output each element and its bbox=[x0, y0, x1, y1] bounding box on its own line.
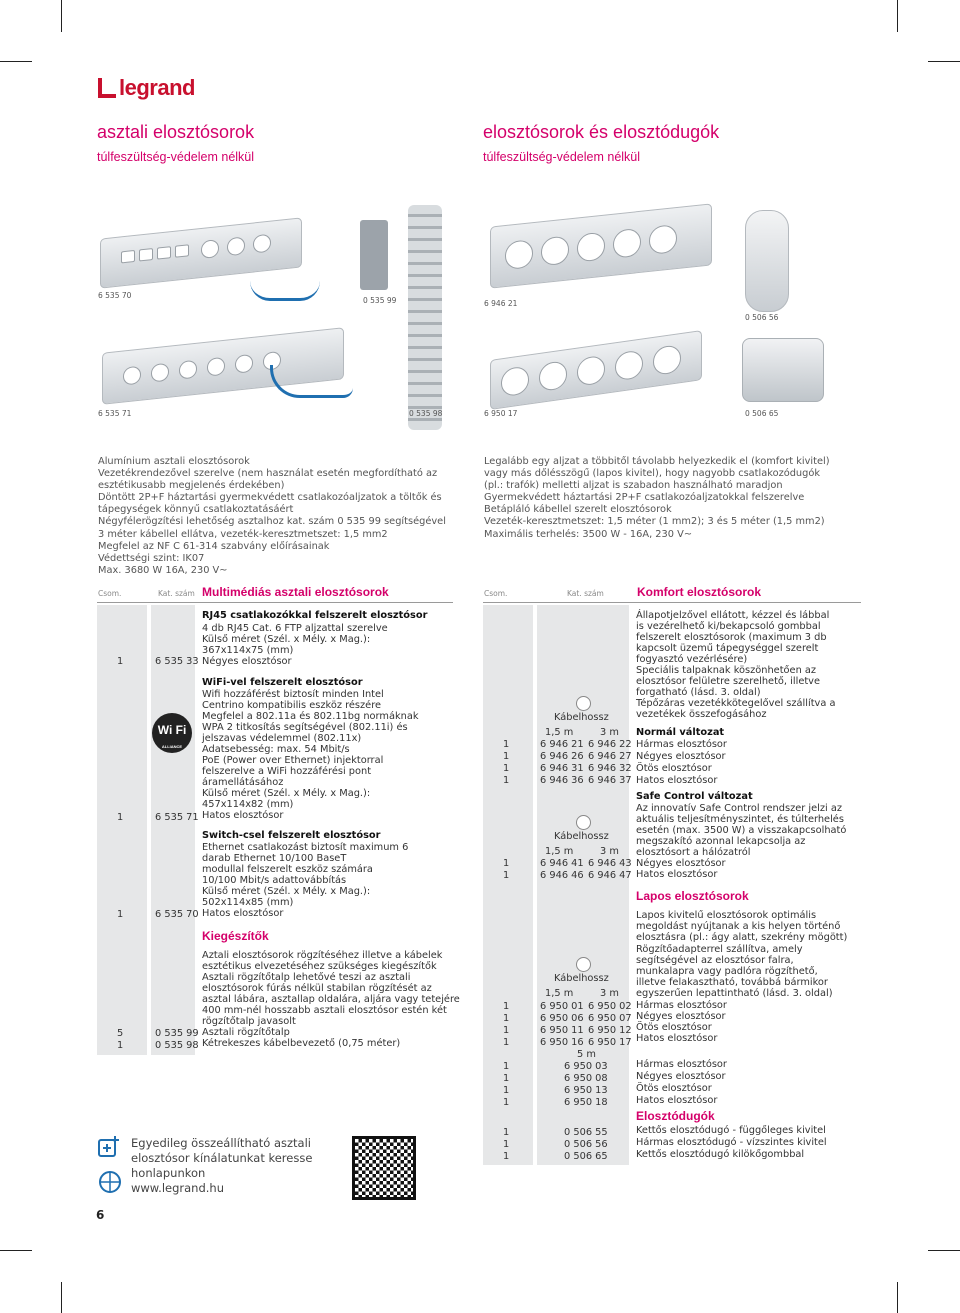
row-qty: 1 bbox=[503, 1013, 510, 1024]
cable-length-label: Kábelhossz bbox=[554, 973, 609, 984]
cable-length-label: Kábelhossz bbox=[554, 831, 609, 842]
normal-title: Normál változat bbox=[636, 727, 725, 738]
web-icon bbox=[97, 1169, 123, 1195]
crop-mark bbox=[61, 0, 62, 32]
plug-title: Elosztódugók bbox=[636, 1109, 715, 1123]
row-cat: 6 950 07 bbox=[588, 1013, 632, 1024]
accessories-title: Kiegészítők bbox=[202, 929, 269, 943]
power-strip-image bbox=[490, 330, 702, 410]
row-cat: 6 950 06 bbox=[540, 1013, 584, 1024]
row-cat: 6 946 47 bbox=[588, 870, 632, 881]
accessories-text: Aztali elosztósorok rögzítéséhez illetve a kábelek esztétikus elvezetéséhez szükséges kiegészítők Asztali rögzítőtalp lehetővé teszi az asztali elosztósorok fúrás nélkül stabilan rögzítését az asztal lábára, asztallap oldalára, aljára vagy tetejére 400 mm-nél hosszabb asztali elosztósor estén két rögzítőtalp javasolt Asztali rögzítőtalp Kétrekeszes kábelbevezető (0,75 méter) bbox=[202, 950, 460, 1049]
brand-name: legrand bbox=[119, 75, 195, 100]
switch-text: Ethernet csatlakozást biztosít maximum 6 darab Ethernet 10/100 BaseT modullal felszerelt eszköz számára 10/100 Mbit/s adattovábbítás Külső méret (Szél. x Mély. x Mag.): 502x114x85 (mm) Hatos elosztósor bbox=[202, 842, 409, 919]
cable-length-icon bbox=[576, 815, 591, 830]
product-code: 6 535 70 bbox=[98, 291, 132, 300]
row-qty: 1 bbox=[503, 1085, 510, 1096]
row-cat: 6 950 11 bbox=[540, 1025, 584, 1036]
qty-column bbox=[97, 605, 147, 1055]
left-subtitle: túlfeszültség-védelem nélkül bbox=[97, 150, 255, 164]
product-code: 0 535 99 bbox=[363, 296, 397, 305]
row-qty: 1 bbox=[117, 812, 124, 823]
table-clamp-image bbox=[360, 220, 388, 290]
cable-length-label: Kábelhossz bbox=[554, 712, 609, 723]
wifi-title: WiFi-vel felszerelt elosztósor bbox=[202, 677, 363, 688]
plug-adapter-image bbox=[745, 210, 789, 312]
row-qty: 1 bbox=[117, 909, 124, 920]
row-qty: 1 bbox=[503, 858, 510, 869]
row-cat: 6 535 70 bbox=[155, 909, 199, 920]
comfort-intro: Állapotjelzővel ellátott, kézzel és lábbal is vezérelhető ki/bekapcsoló gombbal felszerelt elosztósorok (maximum 3 db kapcsolt üzemű tápegységgel szerelt fogyasztó vezérlésére) Speciális talpaknak köszönhetően az elosztósor felületre szerelhető, illetve forgatható (lásd. 3. oldal) Tépőzáras vezetékkötegelővel szállítva a vezetékek összefogásához bbox=[636, 610, 836, 720]
qr-code[interactable] bbox=[352, 1136, 416, 1200]
row-cat: 6 946 32 bbox=[588, 763, 632, 774]
row-qty: 1 bbox=[503, 1025, 510, 1036]
cable-length-icon bbox=[576, 696, 591, 711]
right-title: elosztósorok és elosztódugók bbox=[483, 122, 720, 142]
row-qty: 5 bbox=[117, 1028, 124, 1039]
row-qty: 1 bbox=[503, 1127, 510, 1138]
cable-spine-image bbox=[408, 205, 442, 430]
row-cat: 0 506 65 bbox=[564, 1151, 608, 1162]
rj45-text: 4 db RJ45 Cat. 6 FTP aljzattal szerelve Külső méret (Szél. x Mély. x Mag.): 367x114x75 (mm) Négyes elosztósor bbox=[202, 623, 388, 667]
row-cat: 6 535 71 bbox=[155, 812, 199, 823]
left-description: Alumínium asztali elosztósorok Vezetékrendezővel szerelve (nem használat esetén megfordítható az esztétikusabb megjelenés érdekében) Döntött 2P+F háztartási gyermekvédett csatlakozóaljzatok a töltők és tápegységek könnyű csatlakoztatásáért Négyfélerögzítési lehetőség asztalhoz kat. szám 0 535 99 segítségével 3 méter kábellel ellátva, vezeték-keresztmetszet: 1,5 mm2 Megfelel az NF C 61-314 szabvány előírásainak Védettségi szint: IK07 Max. 3680 W 16A, 230 V~ bbox=[98, 456, 446, 576]
row-cat: 6 946 43 bbox=[588, 858, 632, 869]
cat-column bbox=[151, 605, 195, 1055]
row-cat: 6 946 46 bbox=[540, 870, 584, 881]
normal-items: Hármas elosztósor Négyes elosztósor Ötös elosztósor Hatos elosztósor bbox=[636, 739, 727, 786]
row-cat: 6 946 37 bbox=[588, 775, 632, 786]
wifi-alliance-logo bbox=[152, 713, 192, 753]
row-cat: 0 506 56 bbox=[564, 1139, 608, 1150]
right-table-title: Komfort elosztósorok bbox=[637, 585, 762, 599]
row-cat: 6 946 27 bbox=[588, 751, 632, 762]
row-qty: 1 bbox=[503, 1001, 510, 1012]
length-3m: 3 m bbox=[600, 727, 619, 738]
page-number: 6 bbox=[96, 1208, 105, 1222]
plug-items: Kettős elosztódugó - függőleges kivitel Hármas elosztódugó - vízszintes kivitel Kettős elosztódugó kilökőgombbal bbox=[636, 1125, 827, 1160]
flat-title: Lapos elosztósorok bbox=[636, 889, 749, 903]
row-cat: 6 950 12 bbox=[588, 1025, 632, 1036]
length-1-5m: 1,5 m bbox=[545, 727, 574, 738]
safe-title: Safe Control változat bbox=[636, 791, 753, 802]
flat-text: Lapos kivitelű elosztósorok optimális megoldást nyújtanak a kis helyen történő elosztásra (pl.: ágy alatt, szekrény mögött) Rögzítőadapterrel szállítva, amely segítségével az elosztósor falra, munkalapra vagy padlóra rögzíthető, illetve felakasztható, továbbá bármikor egyszerűen lepattintható (lásd. 3. oldal) Hármas elosztósor Négyes elosztósor Ötös elosztósor Hatos elosztósor bbox=[636, 910, 848, 1045]
product-code: 0 535 98 bbox=[409, 409, 443, 418]
row-qty: 1 bbox=[503, 739, 510, 750]
row-qty: 1 bbox=[117, 1040, 124, 1051]
row-cat: 6 946 22 bbox=[588, 739, 632, 750]
product-code: 6 950 17 bbox=[484, 409, 518, 418]
length-1-5m: 1,5 m bbox=[545, 846, 574, 857]
row-qty: 1 bbox=[503, 751, 510, 762]
row-cat: 6 950 18 bbox=[564, 1097, 608, 1108]
length-3m: 3 m bbox=[600, 988, 619, 999]
right-subtitle: túlfeszültség-védelem nélkül bbox=[483, 150, 641, 164]
length-5m: 5 m bbox=[577, 1049, 596, 1060]
row-cat: 6 950 08 bbox=[564, 1073, 608, 1084]
crop-mark bbox=[0, 61, 32, 62]
crop-mark bbox=[928, 1250, 960, 1251]
cable-image bbox=[250, 278, 320, 301]
header-qty: Csom. bbox=[98, 589, 122, 598]
header-qty: Csom. bbox=[484, 589, 508, 598]
row-cat: 6 950 03 bbox=[564, 1061, 608, 1072]
wifi-logo-text: Wi Fi bbox=[157, 723, 187, 737]
left-table-title: Multimédiás asztali elosztósorok bbox=[202, 585, 389, 599]
row-qty: 1 bbox=[503, 775, 510, 786]
row-cat: 6 950 17 bbox=[588, 1037, 632, 1048]
crop-mark bbox=[0, 1250, 32, 1251]
product-code: 0 506 65 bbox=[745, 409, 779, 418]
row-cat: 6 535 33 bbox=[155, 656, 199, 667]
length-1-5m: 1,5 m bbox=[545, 988, 574, 999]
row-qty: 1 bbox=[503, 1151, 510, 1162]
left-title: asztali elosztósorok bbox=[97, 122, 255, 142]
row-qty: 1 bbox=[503, 1073, 510, 1084]
crop-mark bbox=[61, 1282, 62, 1313]
cable-image bbox=[270, 365, 353, 398]
row-cat: 6 946 31 bbox=[540, 763, 584, 774]
custom-build-icon bbox=[97, 1134, 123, 1160]
header-cat: Kat. szám bbox=[158, 589, 195, 598]
cable-length-icon bbox=[576, 957, 591, 972]
row-qty: 1 bbox=[503, 870, 510, 881]
switch-title: Switch-csel felszerelt elosztósor bbox=[202, 830, 381, 841]
crop-mark bbox=[897, 0, 898, 32]
row-cat: 0 535 98 bbox=[155, 1040, 199, 1051]
length-3m: 3 m bbox=[600, 846, 619, 857]
row-cat: 6 946 41 bbox=[540, 858, 584, 869]
promo-text: Egyedileg összeállítható asztali elosztósor kínálatunkat keresse honlapunkon www.legrand.hu bbox=[131, 1136, 313, 1195]
crop-mark bbox=[928, 61, 960, 62]
product-code: 6 946 21 bbox=[484, 299, 518, 308]
row-cat: 6 950 02 bbox=[588, 1001, 632, 1012]
plug-adapter-image bbox=[742, 338, 824, 402]
product-code: 6 535 71 bbox=[98, 409, 132, 418]
wifi-logo-sub: ALLIANCE bbox=[161, 744, 183, 749]
legrand-logo-mark bbox=[98, 78, 116, 98]
product-code: 0 506 56 bbox=[745, 313, 779, 322]
row-qty: 1 bbox=[117, 656, 124, 667]
row-qty: 1 bbox=[503, 1097, 510, 1108]
flat5-items: Hármas elosztósor Négyes elosztósor Ötös elosztósor Hatos elosztósor bbox=[636, 1059, 727, 1106]
row-cat: 6 946 21 bbox=[540, 739, 584, 750]
table-rule bbox=[97, 602, 453, 603]
row-cat: 6 946 26 bbox=[540, 751, 584, 762]
rj45-title: RJ45 csatlakozókkal felszerelt elosztósor bbox=[202, 610, 428, 621]
right-description: Legalább egy aljzat a többitől távolabb helyezkedik el (komfort kivitel) vagy más dőlésszögű (lapos kivitel), hogy nagyobb csatlakozódugók (pl.: trafók) melletti aljzat is szabadon használható maradjon Gyermekvédett háztartási 2P+F csatlakozóaljzatokkal felszerelve Betápláló kábellel szerelt elosztósorok Vezeték-keresztmetszet: 1,5 méter (1 mm2); 3 és 5 méter (1,5 mm2) Maximális terhelés: 3500 W - 16A, 230 V~ bbox=[484, 456, 830, 540]
row-qty: 1 bbox=[503, 763, 510, 774]
table-rule bbox=[483, 602, 861, 603]
row-cat: 0 506 55 bbox=[564, 1127, 608, 1138]
header-cat: Kat. szám bbox=[567, 589, 604, 598]
row-cat: 6 946 36 bbox=[540, 775, 584, 786]
safe-text: Az innovatív Safe Control rendszer jelzi az aktuális teljesítményszintet, és túlterhelés esetén (max. 3500 W) a visszakapcsolható megszakító azonnal lekapcsolja az elosztósort a hálózatról Négyes elosztósor Hatos elosztósor bbox=[636, 803, 847, 880]
row-qty: 1 bbox=[503, 1037, 510, 1048]
row-cat: 6 950 13 bbox=[564, 1085, 608, 1096]
row-cat: 6 950 01 bbox=[540, 1001, 584, 1012]
row-qty: 1 bbox=[503, 1061, 510, 1072]
legrand-logo bbox=[98, 76, 195, 100]
row-qty: 1 bbox=[503, 1139, 510, 1150]
row-cat: 6 950 16 bbox=[540, 1037, 584, 1048]
row-cat: 0 535 99 bbox=[155, 1028, 199, 1039]
power-strip-image bbox=[490, 203, 712, 288]
crop-mark bbox=[897, 1282, 898, 1313]
wifi-text: Wifi hozzáférést biztosít minden Intel Centrino kompatibilis eszköz részére Megfelel a 802.11a és 802.11bg normáknak WPA 2 titkosítás segítségével (802.11i) és jelszavas védelemmel (802.11x) Adatsebesség: max. 54 Mbit/s PoE (Power over Ethernet) injektorral felszerelve a WiFi hozzáférési pont áramellátásához Külső méret (Szél. x Mély. x Mag.): 457x114x82 (mm) Hatos elosztósor bbox=[202, 689, 419, 821]
